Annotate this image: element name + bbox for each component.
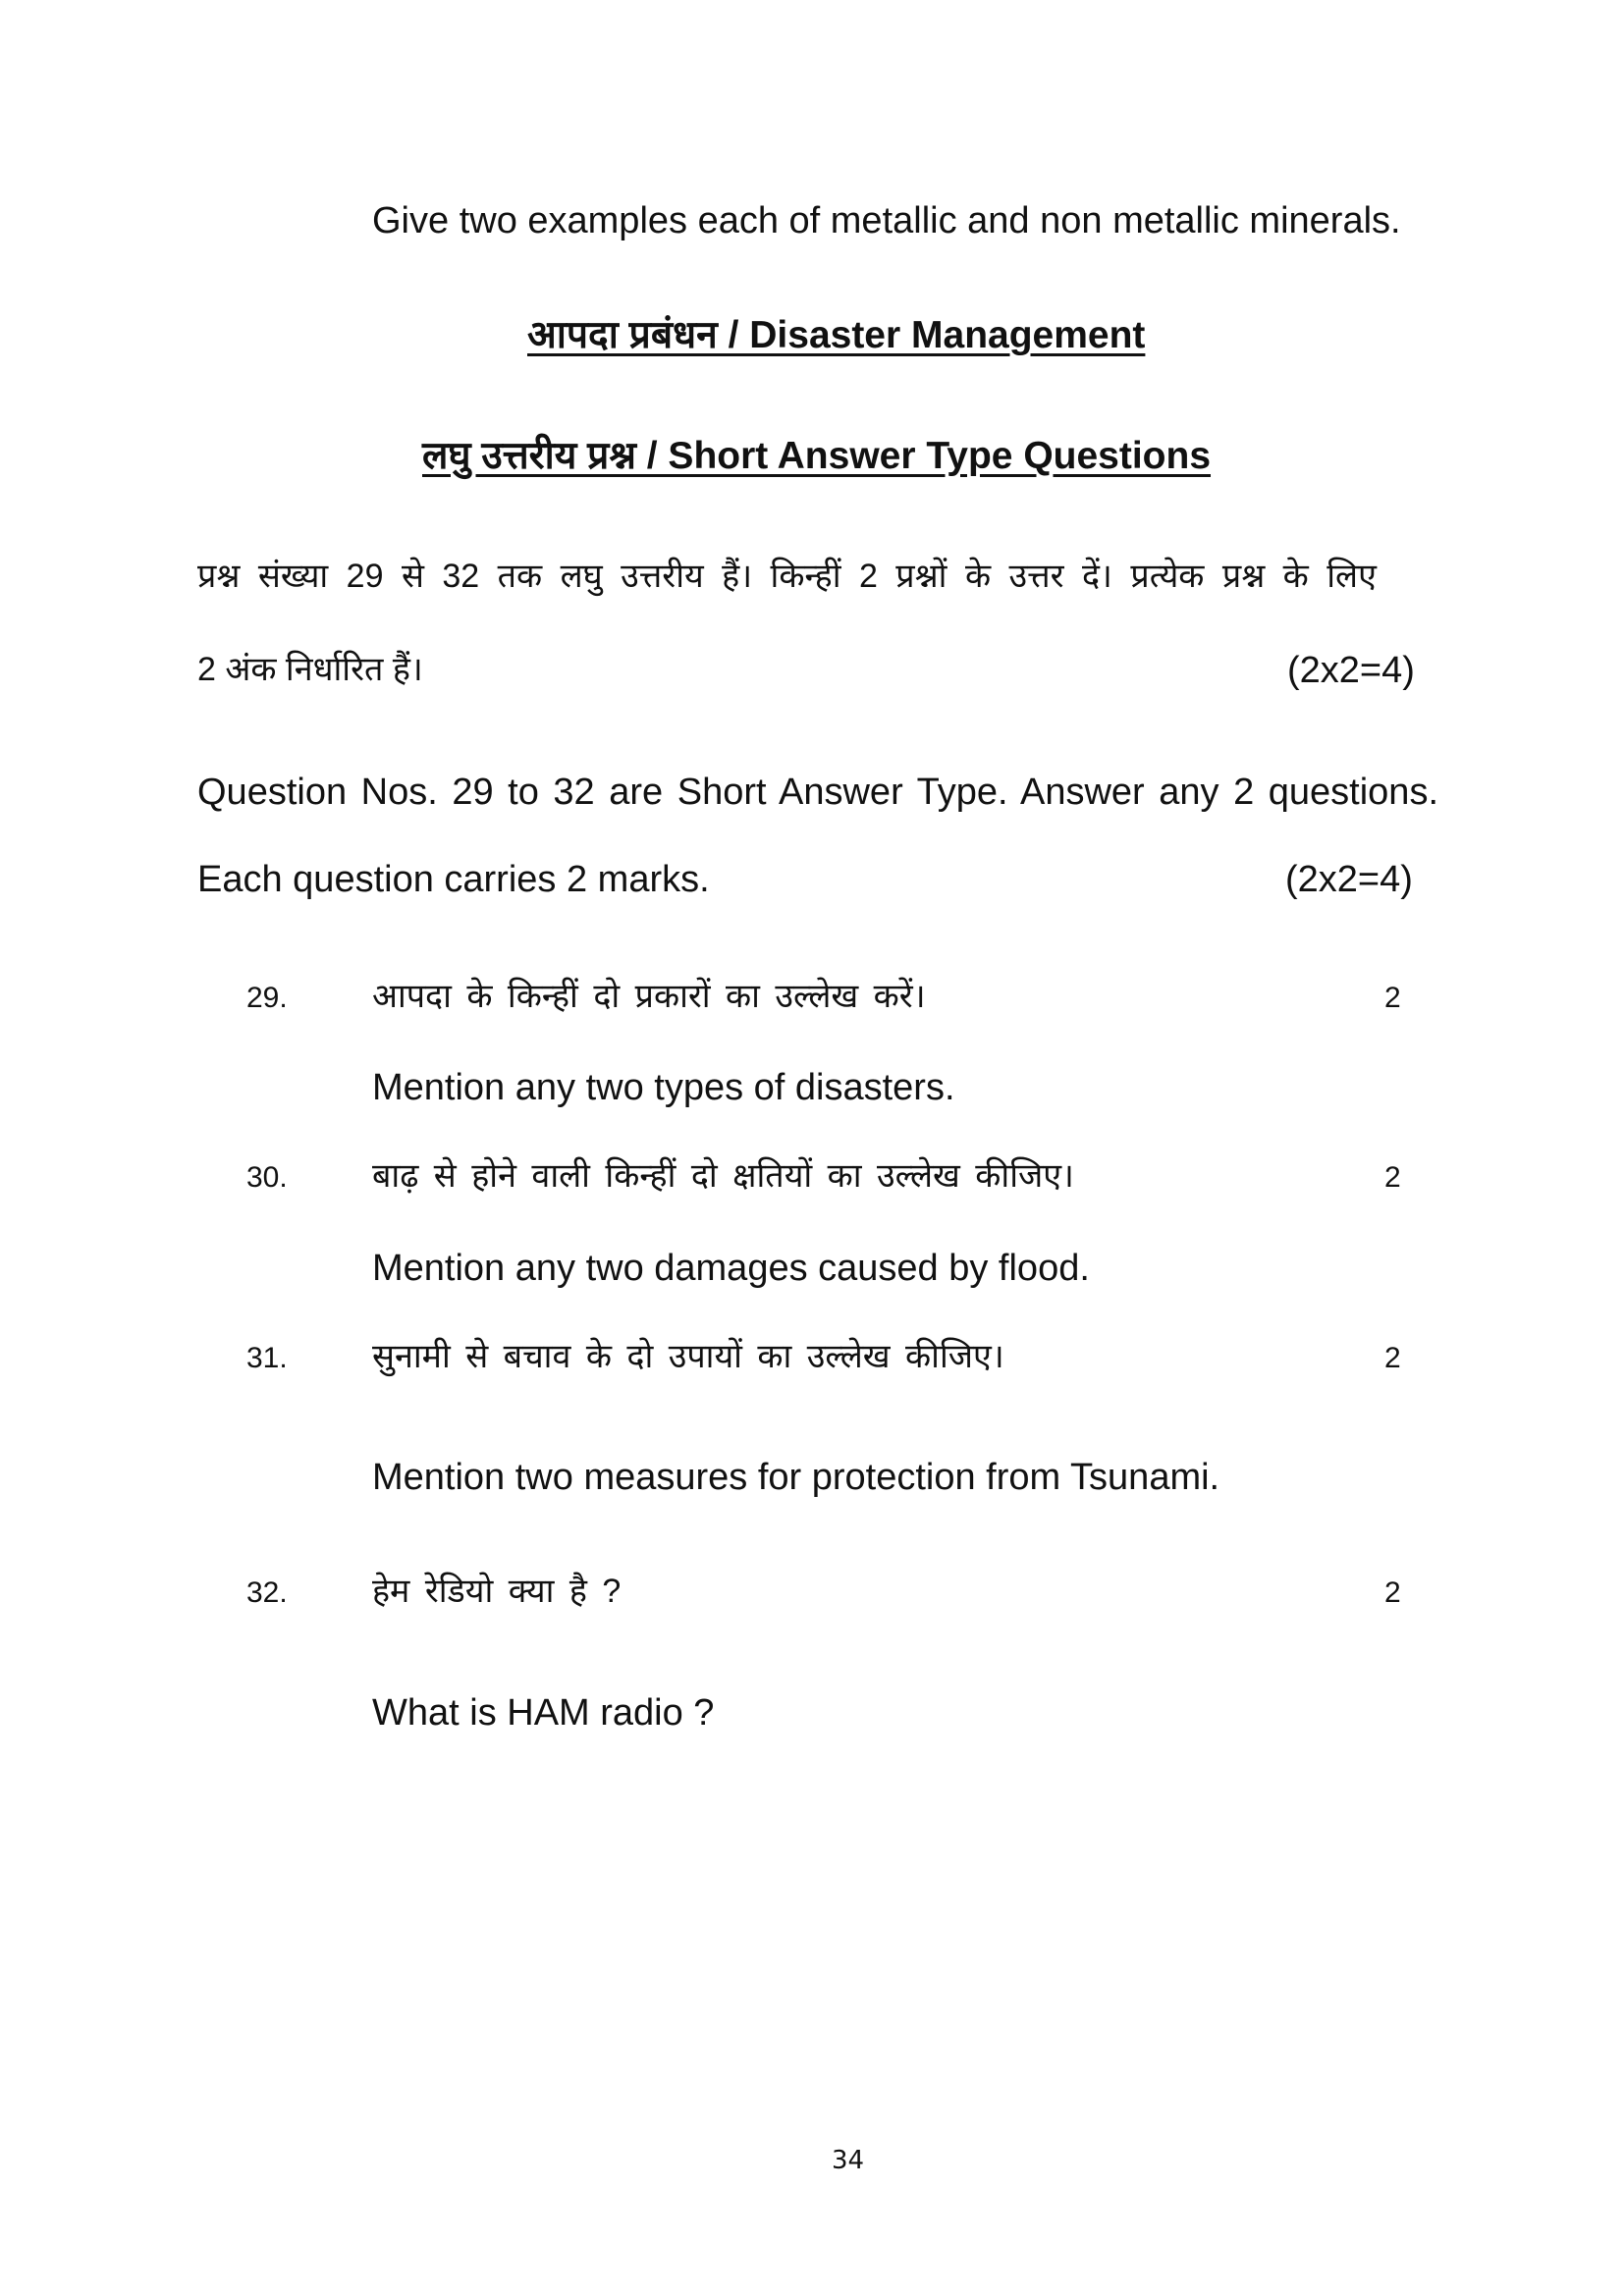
instructions-english-line2: Each question carries 2 marks. (197, 859, 710, 900)
instructions-hindi-line1: प्रश्न संख्या 29 से 32 तक लघु उत्तरीय हैं। किन्हीं 2 प्रश्नों के उत्तर दें। प्रत्येक प्रश्न के लिए (197, 558, 1377, 595)
question-hindi: बाढ़ से होने वाली किन्हीं दो क्षतियों का उल्लेख कीजिए। (372, 1157, 1074, 1195)
instructions-english-marks: (2x2=4) (1285, 859, 1413, 900)
instructions-hindi-marks: (2x2=4) (1287, 650, 1415, 691)
question-marks: 2 (1384, 982, 1401, 1014)
question-marks: 2 (1384, 1161, 1401, 1194)
question-english: Mention two measures for protection from Tsunami. (372, 1457, 1220, 1498)
previous-question-tail: Give two examples each of metallic and non metallic minerals. (372, 200, 1401, 241)
question-number: 29. (246, 982, 288, 1014)
question-hindi: आपदा के किन्हीं दो प्रकारों का उल्लेख करें। (372, 978, 926, 1015)
subsection-heading: लघु उत्तरीय प्रश्न / Short Answer Type Questions (422, 435, 1212, 477)
question-number: 31. (246, 1342, 288, 1374)
page-number: 34 (832, 2146, 865, 2175)
question-english: Mention any two damages caused by flood. (372, 1248, 1090, 1289)
question-number: 30. (246, 1161, 288, 1194)
question-hindi: सुनामी से बचाव के दो उपायों का उल्लेख कीजिए। (372, 1338, 1004, 1375)
instructions-hindi-line2: 2 अंक निर्धारित हैं। (197, 651, 423, 688)
question-english: Mention any two types of disasters. (372, 1067, 955, 1108)
question-hindi: हेम रेडियो क्या है ? (372, 1573, 622, 1610)
question-marks: 2 (1384, 1576, 1401, 1609)
question-number: 32. (246, 1576, 288, 1609)
instructions-english-line1: Question Nos. 29 to 32 are Short Answer Type. Answer any 2 questions. (197, 772, 1438, 813)
section-heading: आपदा प्रबंधन / Disaster Management (527, 314, 1146, 356)
question-marks: 2 (1384, 1342, 1401, 1374)
question-english: What is HAM radio ? (372, 1692, 715, 1734)
